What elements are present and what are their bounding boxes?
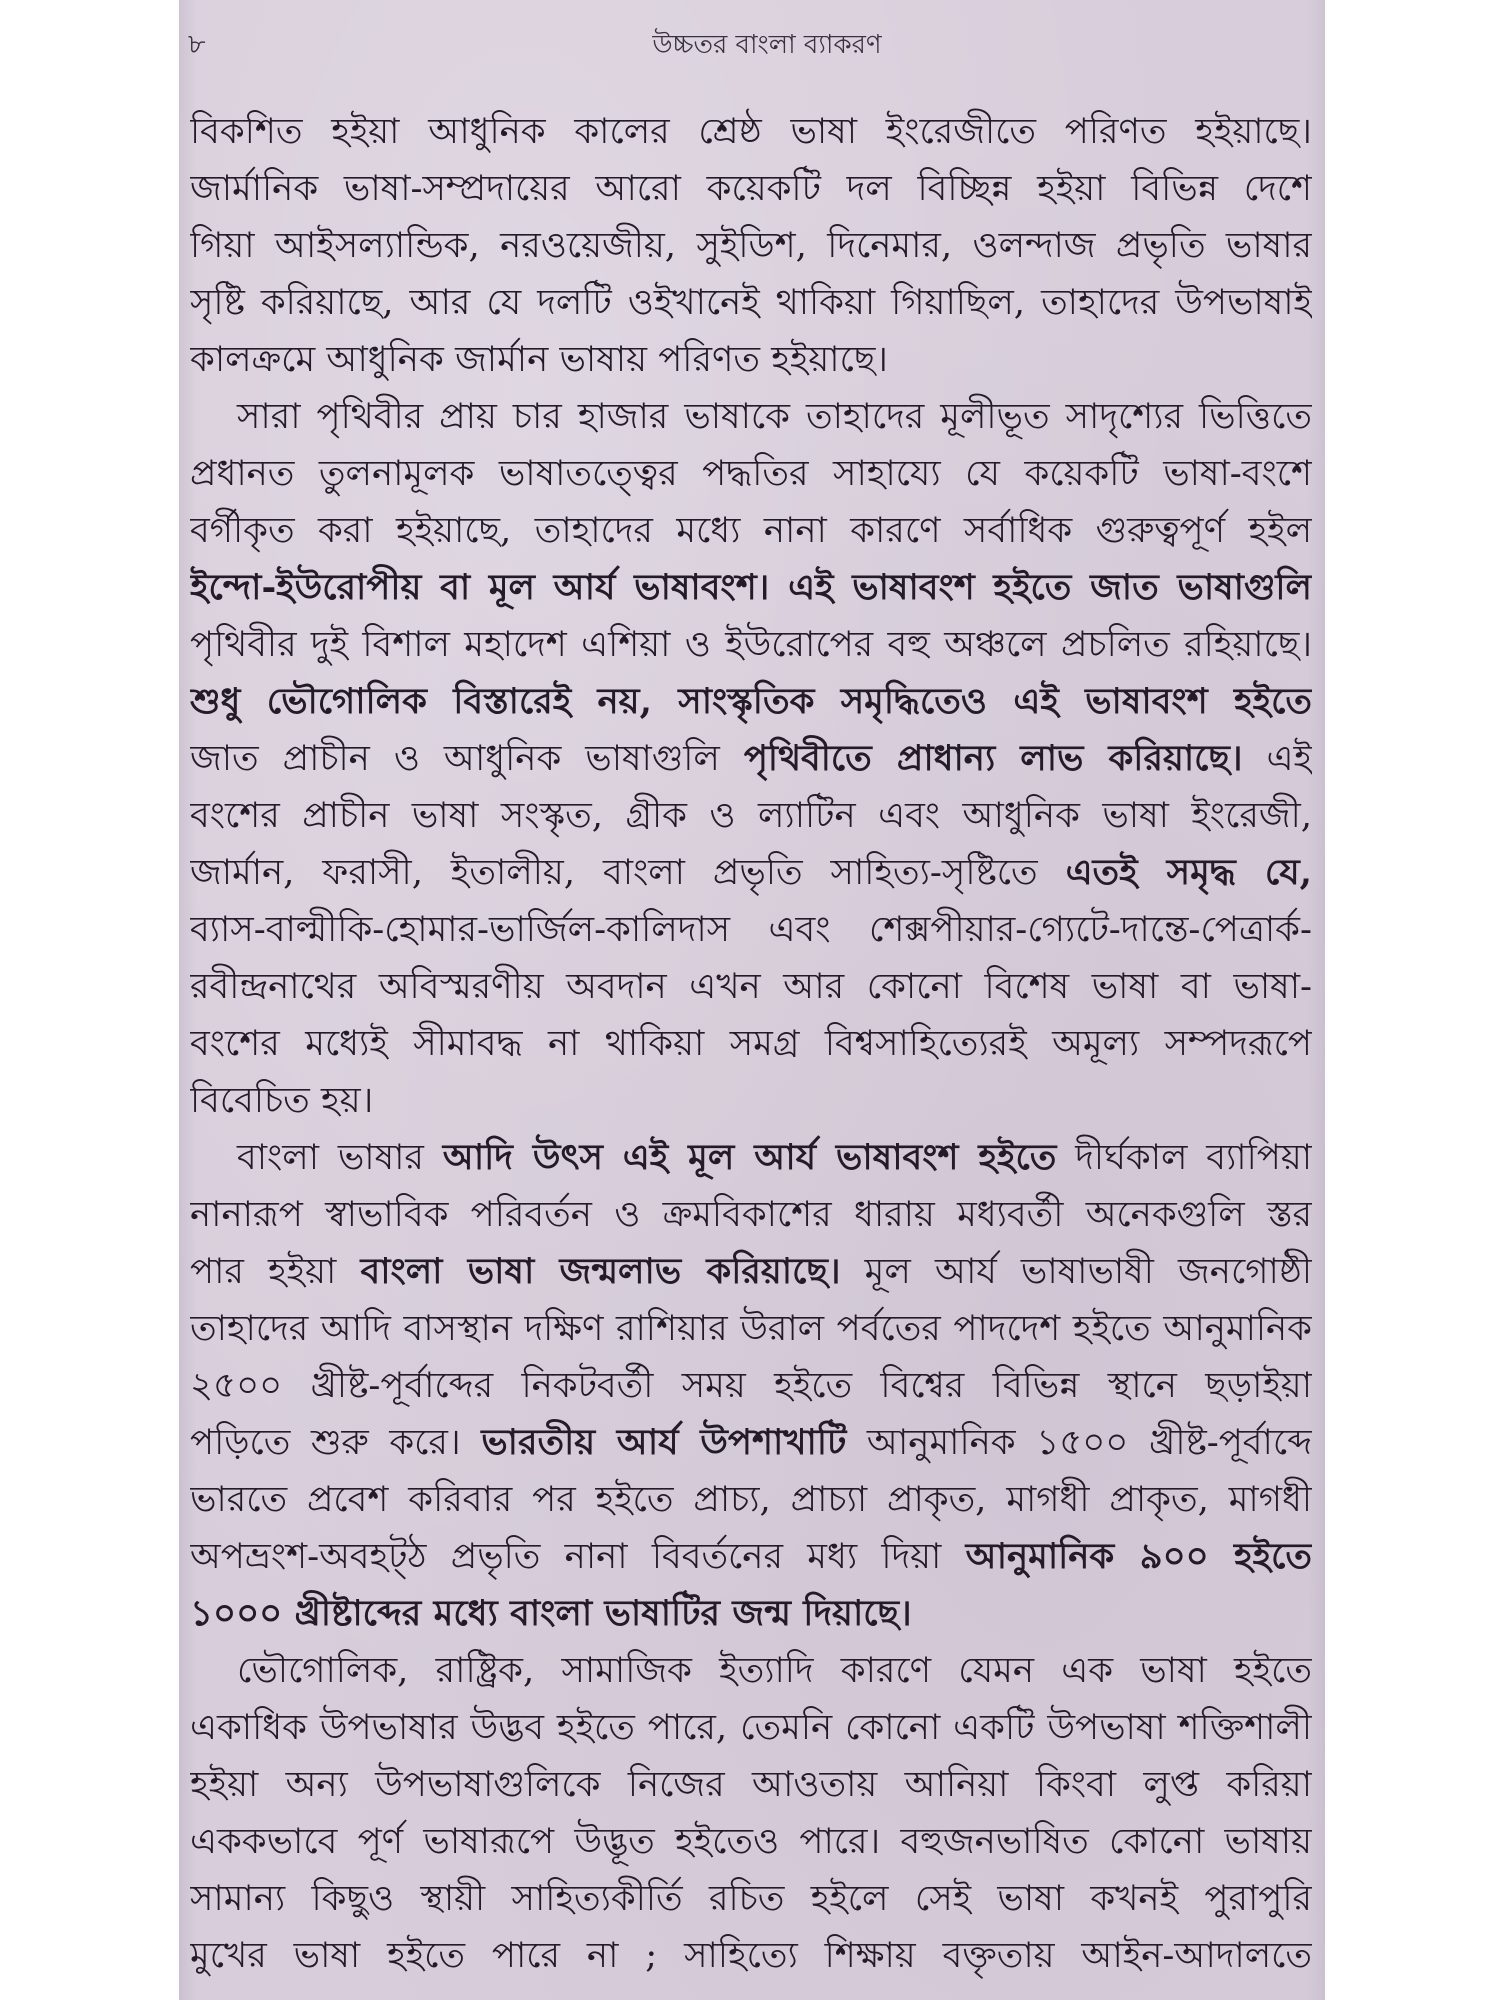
text-segment: মূল আর্য ভাষাভাষী জনগোষ্ঠী [840, 1251, 1312, 1292]
text-line [190, 844, 1312, 901]
text-line [190, 559, 1312, 616]
text-segment: বিকশিত হইয়া আধুনিক কালের শ্রেষ্ঠ ভাষা ইংরেজীতে পরিণত হইয়াছে। [190, 111, 1312, 152]
paragraph [190, 388, 1312, 1129]
text-segment: ব্যাস-বাল্মীকি-হোমার-ভার্জিল-কালিদাস এবং শেক্সপীয়ার-গ্যেটে-দান্তে-পেত্রার্ক- [190, 909, 1312, 950]
body-text [190, 103, 1312, 1984]
bold-text-segment: ১০০০ খ্রীষ্টাব্দের মধ্যে বাংলা ভাষাটির জন্ম দিয়াছে। [190, 1593, 912, 1634]
text-segment: বংশের মধ্যেই সীমাবদ্ধ না থাকিয়া সমগ্র বিশ্বসাহিত্যেরই অমূল্য সম্পদরূপে [190, 1023, 1312, 1064]
text-line [190, 1072, 1312, 1129]
bold-text-segment: এতই সমৃদ্ধ যে, [1065, 852, 1312, 893]
text-segment: আনুমানিক ১৫০০ খ্রীষ্ট-পূর্বাব্দে [846, 1422, 1312, 1463]
text-segment: জার্মান, ফরাসী, ইতালীয়, বাংলা প্রভৃতি সাহিত্য-সৃষ্টিতে [190, 852, 1066, 893]
text-line [190, 103, 1312, 160]
text-line [190, 1699, 1312, 1756]
text-line [190, 1471, 1312, 1528]
text-segment: বাংলা ভাষার [237, 1137, 443, 1178]
text-segment: নানারূপ স্বাভাবিক পরিবর্তন ও ক্রমবিকাশের ধারায় মধ্যবর্তী অনেকগুলি স্তর [190, 1194, 1312, 1235]
text-segment: পার হইয়া [190, 1251, 361, 1292]
bold-text-segment: পৃথিবীতে প্রাধান্য লাভ করিয়াছে। [743, 738, 1243, 779]
text-line [190, 1357, 1312, 1414]
text-line [190, 502, 1312, 559]
text-segment: রবীন্দ্রনাথের অবিস্মরণীয় অবদান এখন আর কোনো বিশেষ ভাষা বা ভাষা- [190, 966, 1312, 1007]
text-line [190, 1813, 1312, 1870]
text-segment: তাহাদের আদি বাসস্থান দক্ষিণ রাশিয়ার উরাল পর্বতের পাদদেশ হইতে আনুমানিক [190, 1308, 1312, 1349]
bold-text-segment: শুধু ভৌগোলিক বিস্তারেই নয়, সাংস্কৃতিক সমৃদ্ধিতেও এই ভাষাবংশ হইতে [190, 681, 1312, 722]
bold-text-segment: ইন্দো-ইউরোপীয় বা মূল আর্য ভাষাবংশ। এই ভাষাবংশ হইতে জাত ভাষাগুলি [190, 567, 1312, 608]
text-line [190, 217, 1312, 274]
text-line [190, 787, 1312, 844]
text-segment: এই [1242, 738, 1312, 779]
text-segment: বিবেচিত হয়। [190, 1080, 374, 1121]
text-segment: জার্মানিক ভাষা-সম্প্রদায়ের আরো কয়েকটি দল বিচ্ছিন্ন হইয়া বিভিন্ন দেশে [190, 168, 1312, 209]
text-line [190, 331, 1312, 388]
text-line [190, 673, 1312, 730]
text-line [190, 1642, 1312, 1699]
text-segment: এককভাবে পূর্ণ ভাষারূপে উদ্ভূত হইতেও পারে। বহুজনভাষিত কোনো ভাষায় [190, 1821, 1312, 1862]
text-segment: ভারতে প্রবেশ করিবার পর হইতে প্রাচ্য, প্রাচ্যা প্রাকৃত, মাগধী প্রাকৃত, মাগধী [190, 1479, 1312, 1520]
text-segment: পড়িতে শুরু করে। [190, 1422, 482, 1463]
paragraph [190, 103, 1312, 388]
paragraph [190, 1129, 1312, 1642]
text-segment: প্রধানত তুলনামূলক ভাষাতত্ত্বের পদ্ধতির সাহায্যে যে কয়েকটি ভাষা-বংশে [190, 453, 1312, 494]
text-segment: দীর্ঘকাল ব্যাপিয়া [1056, 1137, 1312, 1178]
text-line [190, 901, 1312, 958]
text-segment: সারা পৃথিবীর প্রায় চার হাজার ভাষাকে তাহাদের মূলীভূত সাদৃশ্যের ভিত্তিতে [237, 396, 1312, 437]
text-segment: অপভ্রংশ-অবহট্‌ঠ প্রভৃতি নানা বিবর্তনের মধ্য দিয়া [190, 1536, 966, 1577]
text-line [190, 274, 1312, 331]
bold-text-segment: আদি উৎস এই মূল আর্য ভাষাবংশ হইতে [442, 1137, 1057, 1178]
running-header-title: উচ্চতর বাংলা ব্যাকরণ [652, 30, 882, 60]
text-line [190, 1756, 1312, 1813]
text-segment: বর্গীকৃত করা হইয়াছে, তাহাদের মধ্যে নানা কারণে সর্বাধিক গুরুত্বপূর্ণ হইল [190, 510, 1312, 551]
text-segment: গিয়া আইসল্যান্ডিক, নরওয়েজীয়, সুইডিশ, দিনেমার, ওলন্দাজ প্রভৃতি ভাষার [190, 225, 1312, 266]
paragraph [190, 1642, 1312, 1984]
text-line [190, 1243, 1312, 1300]
text-line [190, 1585, 1312, 1642]
page-number: ৮ [188, 29, 206, 60]
text-segment: ২৫০০ খ্রীষ্ট-পূর্বাব্দের নিকটবর্তী সময় হইতে বিশ্বের বিভিন্ন স্থানে ছড়াইয়া [190, 1365, 1312, 1406]
text-line [190, 1129, 1312, 1186]
text-line [190, 388, 1312, 445]
text-segment: সৃষ্টি করিয়াছে, আর যে দলটি ওইখানেই থাকিয়া গিয়াছিল, তাহাদের উপভাষাই [190, 282, 1312, 323]
text-line [190, 1300, 1312, 1357]
bold-text-segment: ভারতীয় আর্য উপশাখাটি [481, 1422, 847, 1463]
text-segment: হইয়া অন্য উপভাষাগুলিকে নিজের আওতায় আনিয়া কিংবা লুপ্ত করিয়া [190, 1764, 1312, 1805]
text-segment: বংশের প্রাচীন ভাষা সংস্কৃত, গ্রীক ও ল্যাটিন এবং আধুনিক ভাষা ইংরেজী, [190, 795, 1312, 836]
text-segment: মুখের ভাষা হইতে পারে না ; সাহিত্যে শিক্ষায় বক্তৃতায় আইন-আদালতে [190, 1935, 1312, 1976]
text-segment: একাধিক উপভাষার উদ্ভব হইতে পারে, তেমনি কোনো একটি উপভাষা শক্তিশালী [190, 1707, 1312, 1748]
text-segment: পৃথিবীর দুই বিশাল মহাদেশ এশিয়া ও ইউরোপের বহু অঞ্চলে প্রচলিত রহিয়াছে। [190, 624, 1312, 665]
text-line [190, 958, 1312, 1015]
text-line [190, 160, 1312, 217]
text-segment: ভৌগোলিক, রাষ্ট্রিক, সামাজিক ইত্যাদি কারণে যেমন এক ভাষা হইতে [237, 1650, 1312, 1691]
text-line [190, 1528, 1312, 1585]
text-segment: জাত প্রাচীন ও আধুনিক ভাষাগুলি [190, 738, 744, 779]
text-line [190, 1414, 1312, 1471]
text-line [190, 616, 1312, 673]
text-segment: কালক্রমে আধুনিক জার্মান ভাষায় পরিণত হইয়াছে। [190, 339, 888, 380]
bold-text-segment: বাংলা ভাষা জন্মলাভ করিয়াছে। [360, 1251, 841, 1292]
text-line [190, 1015, 1312, 1072]
text-line [190, 1870, 1312, 1927]
bold-text-segment: আনুমানিক ৯০০ হইতে [965, 1536, 1312, 1577]
text-line [190, 445, 1312, 502]
text-line [190, 1186, 1312, 1243]
text-line [190, 730, 1312, 787]
text-line [190, 1927, 1312, 1984]
text-segment: সামান্য কিছুও স্থায়ী সাহিত্যকীর্তি রচিত হইলে সেই ভাষা কখনই পুরাপুরি [190, 1878, 1312, 1919]
